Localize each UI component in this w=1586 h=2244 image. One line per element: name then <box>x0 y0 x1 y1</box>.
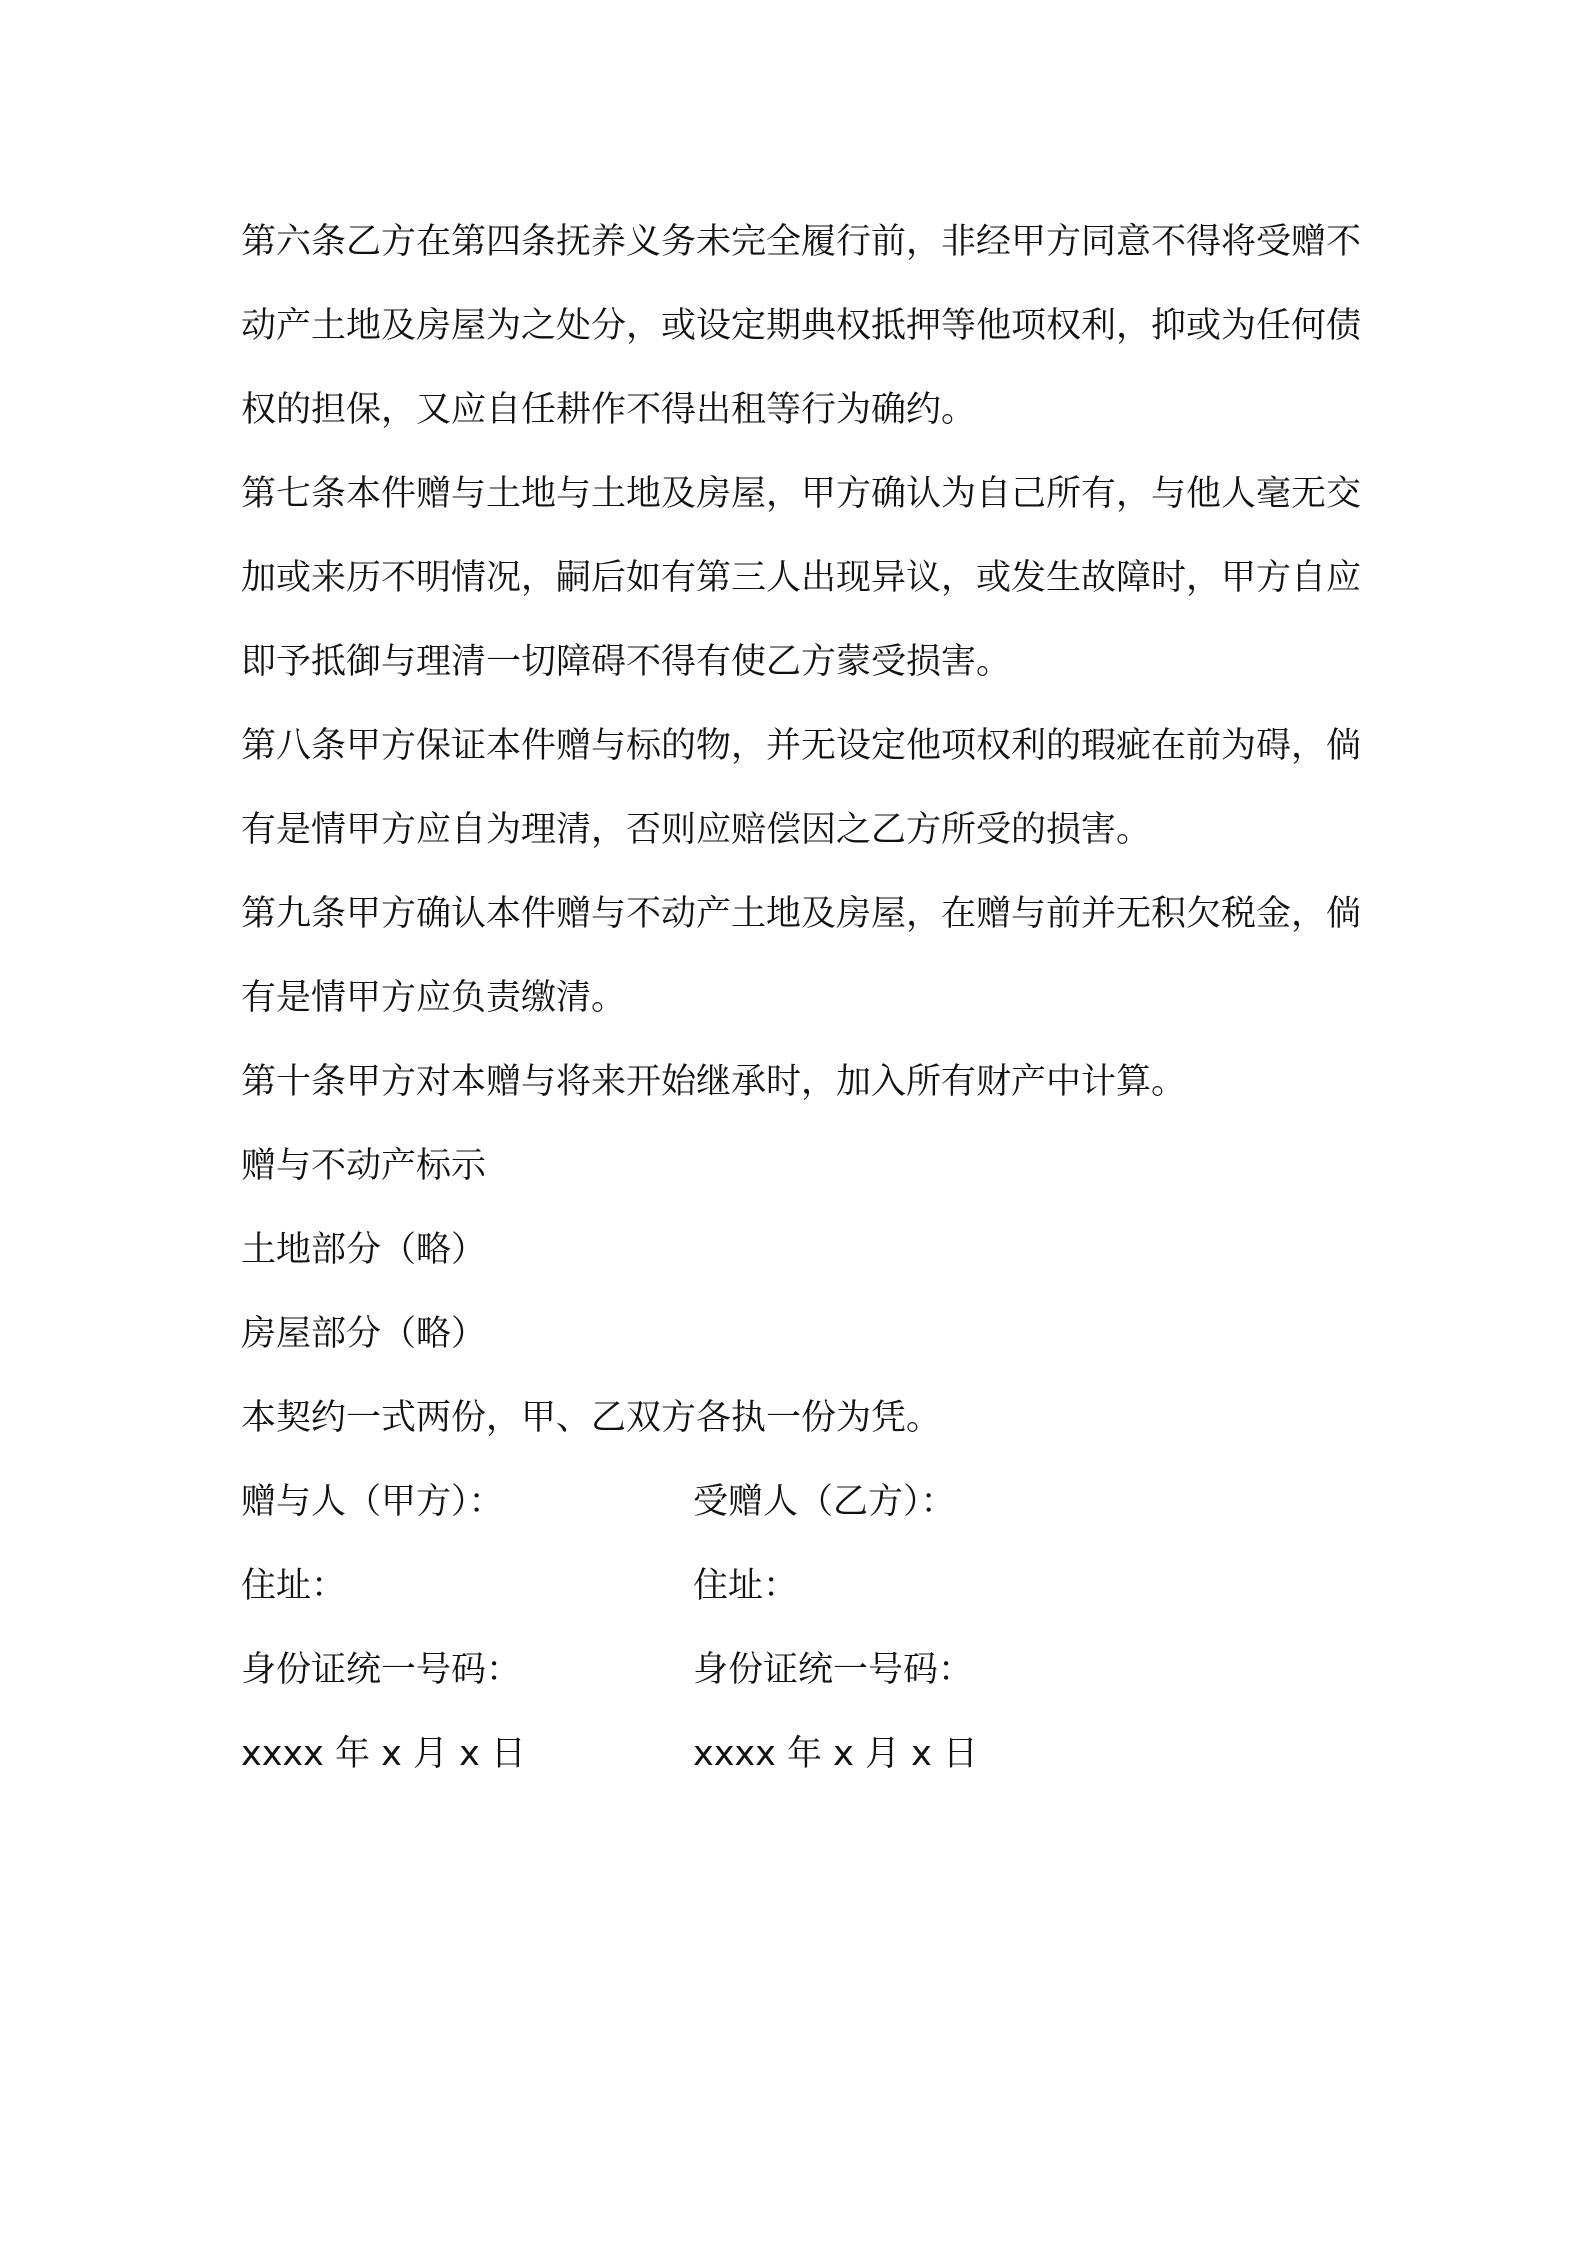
party-b-date: xxxx 年 x 月 x 日 <box>693 1734 978 1774</box>
signature-date-row <box>241 1712 1381 1796</box>
article-7: 第七条本件赠与土地与土地及房屋，甲方确认为自己所有，与他人毫无交加或来历不明情况，嗣后如有第三人出现异议，或发生故障时，甲方自应即予抵御与理清一切障碍不得有使乙方蒙受损害。 <box>241 474 1362 682</box>
party-a-label: 赠与人（甲方）： <box>241 1482 504 1522</box>
article-6: 第六条乙方在第四条抚养义务未完全履行前，非经甲方同意不得将受赠不动产土地及房屋为之处分，或设定期典权抵押等他项权利，抑或为任何债权的担保，又应自任耕作不得出租等行为确约。 <box>241 222 1362 430</box>
copies-note: 本契约一式两份，甲、乙双方各执一份为凭。 <box>241 1398 942 1438</box>
signature-id-row <box>241 1628 1381 1712</box>
signature-block <box>241 1460 1381 1796</box>
property-heading: 赠与不动产标示 <box>241 1146 487 1186</box>
article-9: 第九条甲方确认本件赠与不动产土地及房屋，在赠与前并无积欠税金，倘有是情甲方应负责缴清。 <box>241 894 1362 1018</box>
party-b-id: 身份证统一号码： <box>693 1650 974 1690</box>
party-a-id: 身份证统一号码： <box>241 1650 522 1690</box>
document-body <box>241 200 1381 1796</box>
article-10: 第十条甲方对本赠与将来开始继承时，加入所有财产中计算。 <box>241 1062 1187 1102</box>
party-b-address: 住址： <box>693 1566 799 1606</box>
party-a-date: xxxx 年 x 月 x 日 <box>241 1734 526 1774</box>
party-b-label: 受赠人（乙方）： <box>693 1482 956 1522</box>
signature-party-row <box>241 1460 1381 1544</box>
party-a-address: 住址： <box>241 1566 347 1606</box>
property-house: 房屋部分（略） <box>241 1314 487 1354</box>
article-8: 第八条甲方保证本件赠与标的物，并无设定他项权利的瑕疵在前为碍，倘有是情甲方应自为理清，否则应赔偿因之乙方所受的损害。 <box>241 726 1362 850</box>
property-land: 土地部分（略） <box>241 1230 487 1270</box>
signature-address-row <box>241 1544 1381 1628</box>
